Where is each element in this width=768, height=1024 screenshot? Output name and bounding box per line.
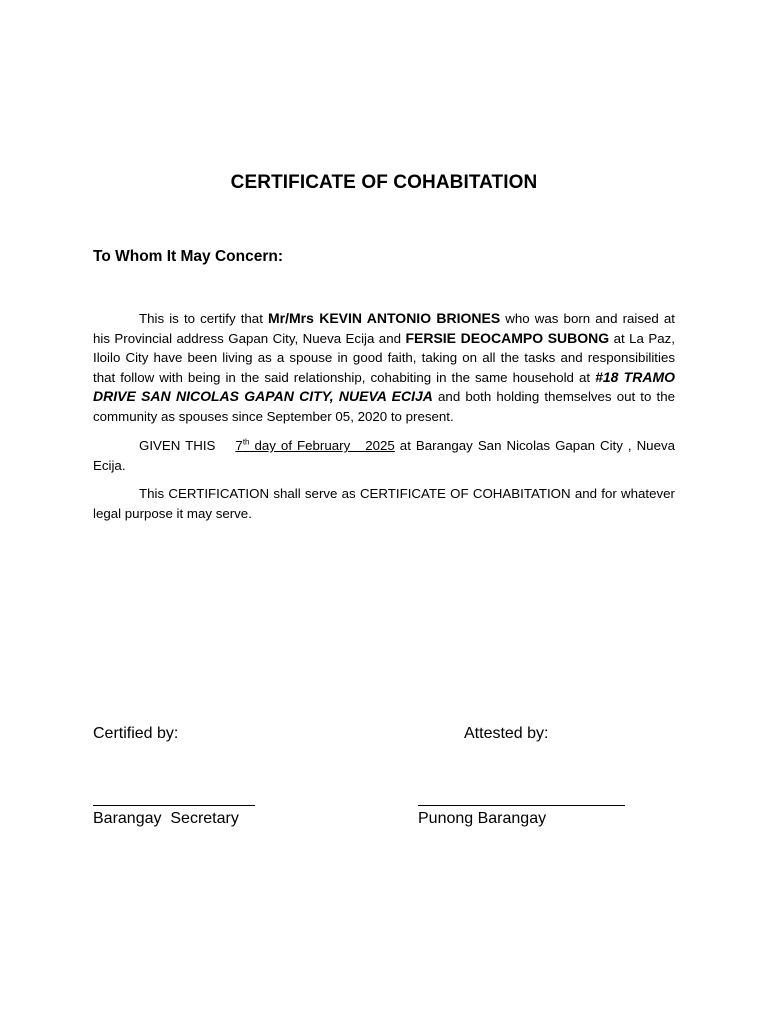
secretary-signature-line <box>93 805 255 806</box>
given-this-text: GIVEN THIS <box>139 438 236 453</box>
certification-paragraph <box>93 309 675 426</box>
barangay-secretary-title: Barangay Secretary <box>93 810 239 827</box>
given-date-paragraph <box>93 436 675 475</box>
given-date <box>235 438 394 453</box>
document-title: CERTIFICATE OF COHABITATION <box>230 172 538 193</box>
day-number: 7 <box>235 438 243 453</box>
paragraph1-text-3: at La Paz, Iloilo City have been living as a spouse in good faith, taking on all the tasks and responsibilities that follow with being in the said relationship, cohabiting in the same household at <box>93 330 675 385</box>
punong-barangay-title: Punong Barangay <box>418 810 547 827</box>
month-year: day of February 2025 <box>249 438 395 453</box>
paragraph1-text-4: and both holding themselves out to the community as spouses since September 05, 2020 to present. <box>93 389 675 424</box>
paragraph1-text-1: This is to certify that <box>139 311 269 326</box>
given-location: at Barangay San Nicolas Gapan City , Nueva Ecija. <box>93 438 676 473</box>
purpose-paragraph <box>93 484 675 523</box>
day-suffix: th <box>242 437 250 447</box>
attested-by-label: Attested by: <box>464 725 549 742</box>
paragraph1-text-2: who was born and raised at his Provincial address Gapan City, Nueva Ecija and <box>93 311 675 346</box>
punong-barangay-signature-line <box>418 805 625 806</box>
party-two-name: FERSIE DEOCAMPO SUBONG <box>405 329 610 346</box>
purpose-text: This CERTIFICATION shall serve as CERTIFICATE OF COHABITATION and for whatever legal purpose it may serve. <box>93 486 675 521</box>
salutation: To Whom It May Concern: <box>93 248 284 265</box>
party-one-name: Mr/Mrs KEVIN ANTONIO BRIONES <box>268 310 501 326</box>
household-address: #18 TRAMO DRIVE SAN NICOLAS GAPAN CITY, NUEVA ECIJA <box>93 368 675 404</box>
certified-by-label: Certified by: <box>93 725 179 742</box>
